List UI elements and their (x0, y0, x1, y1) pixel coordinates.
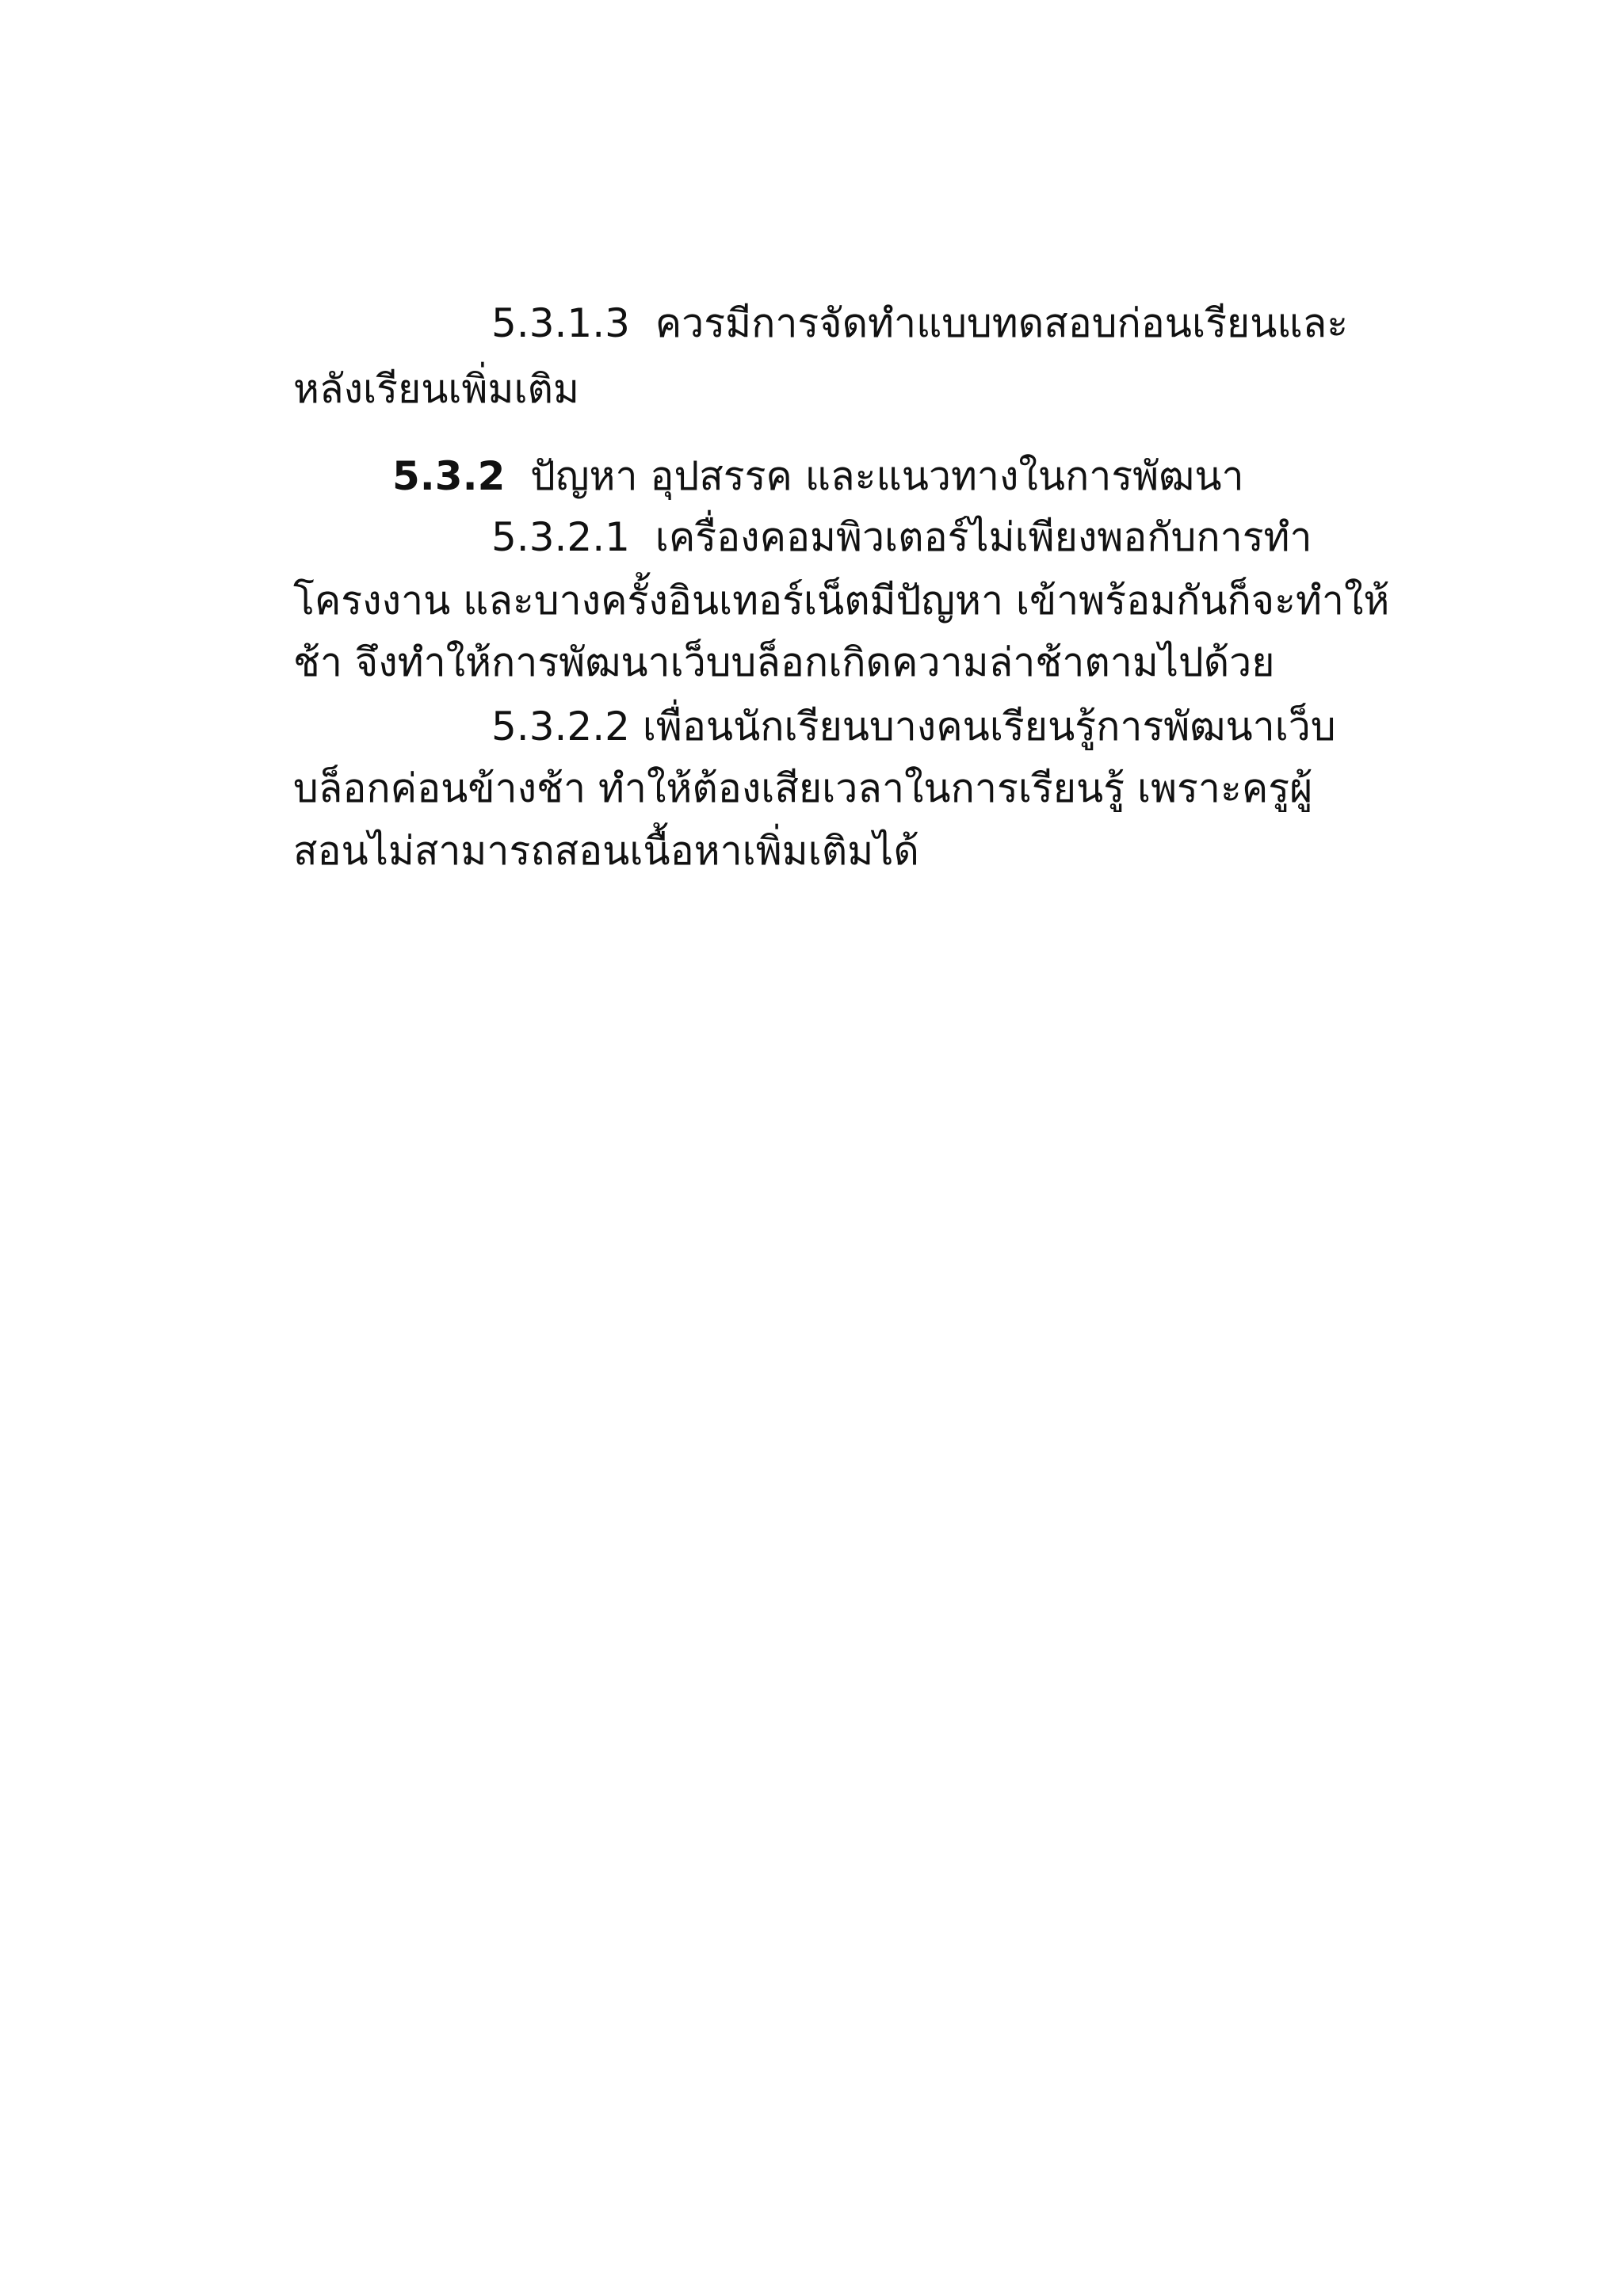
paragraph-text: บล็อกค่อนข้างช้า ทำให้ต้องเสียเวลาในการเรียนรู้ เพราะครูผู้ (293, 765, 1313, 811)
paragraph-text: เครื่องคอมพิวเตอร์ไม่เพียงพอกับการทำ (655, 514, 1312, 560)
paragraph-text: หลังเรียนเพิ่มเติม (293, 366, 579, 412)
paragraph-5-3-2-1-line-2 (293, 573, 1389, 628)
section-number: 5.3.2 (392, 453, 506, 499)
section-number: 5.3.1.3 (491, 300, 630, 346)
paragraph-text: ควรมีการจัดทำแบบทดสอบก่อนเรียนและ (655, 300, 1349, 346)
paragraph-text: สอนไม่สามารถสอนเนื้อหาเพิ่มเติมได้ (293, 828, 919, 874)
paragraph-5-3-1-3-line-2 (293, 361, 579, 417)
section-number: 5.3.2.2 (491, 704, 630, 749)
section-heading-5-3-2 (392, 448, 1244, 504)
section-number: 5.3.2.1 (491, 514, 630, 560)
paragraph-5-3-2-2-line-1 (491, 699, 1336, 754)
paragraph-text: เพื่อนนักเรียนบางคนเรียนรู้การพัฒนาเว็บ (642, 704, 1336, 749)
paragraph-5-3-2-1-line-3 (293, 635, 1275, 690)
paragraph-text: ช้า จึงทำให้การพัฒนาเว็บบล็อกเกิดความล่าช้าตามไปด้วย (293, 639, 1275, 685)
paragraph-text: โครงงาน และบางครั้งอินเทอร์เน็ตมีปัญหา เข้าพร้อมกันก็จะทำให้ (293, 578, 1390, 624)
paragraph-5-3-1-3-line-1 (491, 296, 1348, 351)
section-title: ปัญหา อุปสรรค และแนวทางในการพัฒนา (530, 453, 1244, 499)
paragraph-5-3-2-2-line-2 (293, 761, 1312, 816)
paragraph-5-3-2-1-line-1 (491, 509, 1312, 565)
paragraph-5-3-2-2-line-3 (293, 823, 919, 879)
